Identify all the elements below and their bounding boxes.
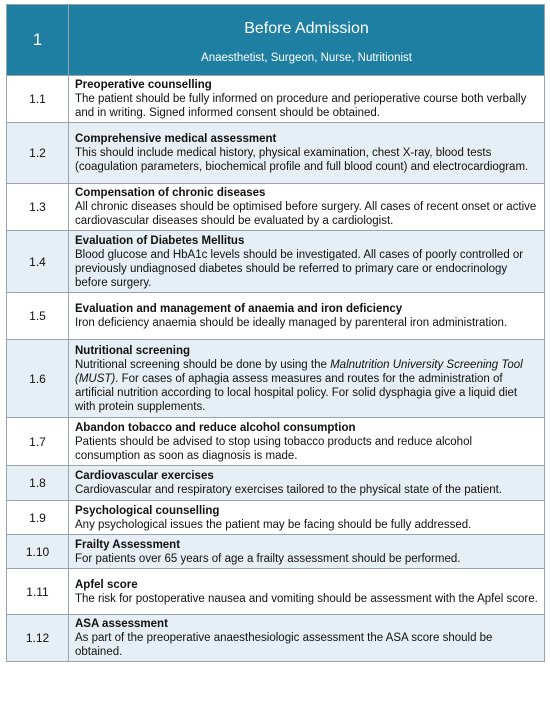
row-content (69, 123, 545, 184)
row-number: 1.7 (7, 418, 69, 466)
table-row (7, 418, 545, 466)
row-number: 1.6 (7, 340, 69, 418)
header-cell (69, 5, 545, 76)
row-heading: ASA assessment (75, 618, 168, 630)
row-number: 1.4 (7, 231, 69, 293)
row-content (69, 569, 545, 615)
row-heading: Evaluation and management of anaemia and iron deficiency (75, 303, 403, 315)
header-subtitle: Anaesthetist, Surgeon, Nurse, Nutritionist (201, 52, 412, 64)
row-content (69, 76, 545, 123)
table-row (7, 466, 545, 501)
row-heading: Evaluation of Diabetes Mellitus (75, 234, 245, 247)
row-heading: Comprehensive medical assessment (75, 133, 277, 145)
protocol-table (6, 4, 545, 662)
table-row (7, 231, 545, 293)
row-body: Patients should be advised to stop using tobacco products and reduce alcohol consumption as soon as diagnosis is made. (75, 435, 473, 462)
row-number: 1.5 (7, 293, 69, 340)
row-body: Iron deficiency anaemia should be ideally managed by parenteral iron administration. (75, 317, 508, 329)
row-heading: Apfel score (75, 578, 138, 591)
row-number: 1.11 (7, 569, 69, 615)
row-content (69, 231, 545, 293)
row-number: 1.9 (7, 501, 69, 535)
row-heading: Abandon tobacco and reduce alcohol consumption (75, 421, 356, 434)
row-body-rest: . For cases of aphagia assess measures and routes for the administration of artificial nutrition according to local hospital policy. For solid dysphagia give a liquid diet with protein supplements. (75, 372, 518, 413)
row-heading: Psychological counselling (75, 504, 220, 517)
table-row (7, 569, 545, 615)
row-body: This should include medical history, physical examination, chest X-ray, blood tests (coagulation parameters, biochemical profile and full blood count) and electrocardiogram. (75, 147, 529, 173)
row-heading: Preoperative counselling (75, 79, 212, 91)
row-content (69, 418, 545, 466)
row-number: 1.8 (7, 466, 69, 501)
row-number: 1.2 (7, 123, 69, 184)
row-heading: Cardiovascular exercises (75, 470, 214, 482)
row-body-tool-name: Malnutrition University Screening Tool (MUST) (75, 358, 523, 385)
header-title: Before Admission (244, 20, 369, 37)
row-body (75, 358, 538, 414)
row-body: The patient should be fully informed on procedure and perioperative course both verbally and in writing. Signed informed consent should be obtained. (75, 93, 527, 119)
row-heading: Frailty Assessment (75, 538, 181, 551)
row-body-intro: Nutritional screening should be done by using the (75, 358, 331, 371)
row-content (69, 184, 545, 231)
table-row (7, 615, 545, 662)
row-heading: Nutritional screening (75, 344, 191, 357)
row-number: 1.3 (7, 184, 69, 231)
row-number: 1.10 (7, 535, 69, 569)
row-body: The risk for postoperative nausea and vomiting should be assessment with the Apfel score. (75, 592, 538, 605)
row-content (69, 293, 545, 340)
row-content (69, 340, 545, 418)
table-row (7, 501, 545, 535)
table-row (7, 340, 545, 418)
row-body: Any psychological issues the patient may be facing should be fully addressed. (75, 518, 472, 531)
row-number: 1.12 (7, 615, 69, 662)
row-content (69, 466, 545, 501)
row-content (69, 615, 545, 662)
row-number: 1.1 (7, 76, 69, 123)
row-body: As part of the preoperative anaesthesiologic assessment the ASA score should be obtained. (75, 632, 493, 658)
table-row (7, 76, 545, 123)
table-row (7, 184, 545, 231)
table-row (7, 123, 545, 184)
row-content (69, 535, 545, 569)
table-row (7, 293, 545, 340)
row-content (69, 501, 545, 535)
header-number: 1 (7, 5, 69, 76)
table-header-row (7, 5, 545, 76)
protocol-table-container (6, 4, 544, 662)
row-body: All chronic diseases should be optimised before surgery. All cases of recent onset or active cardiovascular diseases should be evaluated by a cardiologist. (75, 201, 537, 227)
row-body: Blood glucose and HbA1c levels should be investigated. All cases of poorly controlled or previously undiagnosed diabetes should be referred to primary care or endocrinology before surgery. (75, 248, 524, 289)
table-row (7, 535, 545, 569)
row-body: Cardiovascular and respiratory exercises tailored to the physical state of the patient. (75, 484, 502, 496)
row-heading: Compensation of chronic diseases (75, 187, 266, 199)
row-body: For patients over 65 years of age a frailty assessment should be performed. (75, 552, 461, 565)
